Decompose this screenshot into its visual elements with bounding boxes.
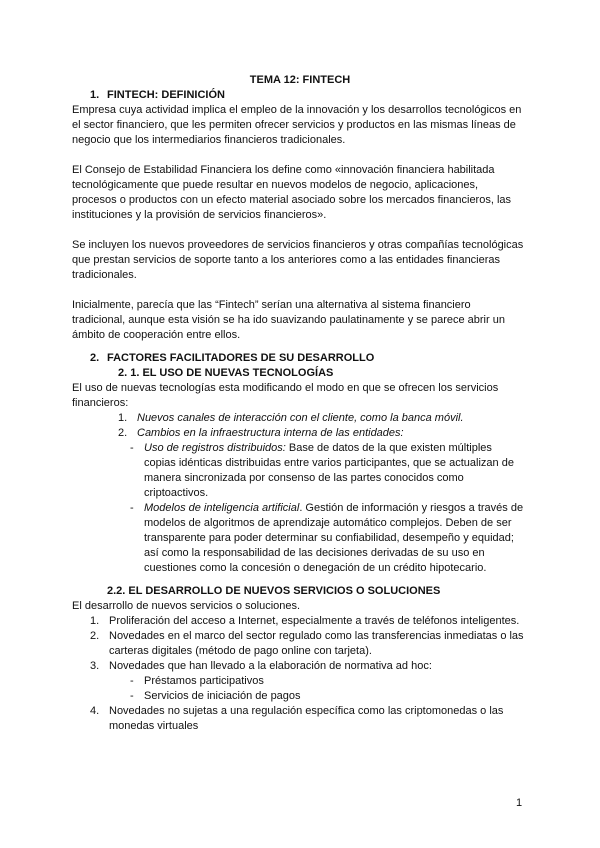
bullet-text: Base de datos de la que existen múltiples [285, 442, 492, 454]
bullet-dash: - [130, 502, 134, 514]
page-number: 1 [516, 797, 523, 809]
text-line: Empresa cuya actividad implica el empleo de la innovación y los desarrollos tecnológicos en [72, 104, 522, 116]
sublist-item: Servicios de iniciación de pagos [144, 690, 301, 702]
section-1-number: 1. [90, 89, 100, 101]
paragraph-consejo [72, 163, 532, 223]
bullet-lead: Modelos de inteligencia artificial [144, 502, 300, 514]
bullet-lead: Uso de registros distribuidos: [144, 442, 286, 454]
text-line: financieros: [72, 397, 129, 409]
subsection-2-2-heading: 2.2. EL DESARROLLO DE NUEVOS SERVICIOS O SOLUCIONES [107, 585, 441, 597]
text-line: monedas virtuales [109, 720, 199, 732]
text-line: copias idénticas distribuidas entre varios participantes, que se actualizan de [144, 457, 514, 469]
text-line: modelos de algoritmos de aprendizaje automático complejos. Deben de ser [144, 517, 512, 529]
list-item-number: 3. [90, 660, 100, 672]
list-item-number: 2. [90, 630, 100, 642]
list-item [109, 614, 539, 629]
list-item-text: Cambios en la infraestructura interna de las entidades: [137, 427, 404, 439]
list-item [109, 704, 539, 734]
text-line: criptoactivos. [144, 487, 209, 499]
text-line: transparente para poder determinar su confiabilidad, desempeño y equidad; [144, 532, 514, 544]
paragraph-inicialmente [72, 298, 532, 343]
text-line: El Consejo de Estabilidad Financiera los define como «innovación financiera habilitada [72, 164, 495, 176]
text-line: manera sincronizada por consenso de las partes conocidos como [144, 472, 464, 484]
paragraph-nuevas-tecnologias [72, 381, 532, 411]
text-line: así como la responsabilidad de las decisiones derivadas de su uso en [144, 547, 485, 559]
paragraph-proveedores [72, 238, 532, 283]
paragraph-definition [72, 103, 532, 148]
list-item [109, 659, 539, 674]
text-line: tradicionales. [72, 269, 137, 281]
text-line: negocio que los intermediarios financieros tradicionales. [72, 134, 346, 146]
list-item-text: Nuevos canales de interacción con el cliente, como la banca móvil. [137, 412, 464, 424]
text-line: Proliferación del acceso a Internet, especialmente a través de teléfonos inteligentes. [109, 615, 520, 627]
list-item-number: 1. [118, 412, 128, 424]
text-line: procesos o productos con un efecto material asociado sobre los mercados financieros, las [72, 194, 512, 206]
sublist-item: Préstamos participativos [144, 675, 264, 687]
list-item-number: 4. [90, 705, 100, 717]
text-line: Se incluyen los nuevos proveedores de servicios financieros y otras compañías tecnológicas [72, 239, 524, 251]
list-item-number: 1. [90, 615, 100, 627]
subsection-2-1-heading: 2. 1. EL USO DE NUEVAS TECNOLOGÍAS [118, 367, 334, 379]
list-item [137, 426, 404, 441]
text-line: que prestan servicios de soporte tanto a los anteriores como a las entidades financieras [72, 254, 501, 266]
text-line: ámbito de cooperación entre ellos. [72, 329, 241, 341]
text-line: Novedades no sujetas a una regulación específica como las criptomonedas o las [109, 705, 504, 717]
bullet-inteligencia-artificial [144, 501, 544, 576]
text-line: cuestiones como la concesión o denegación de un crédito hipotecario. [144, 562, 487, 574]
list-item-number: 2. [118, 427, 128, 439]
section-1-heading: FINTECH: DEFINICIÓN [107, 89, 225, 101]
bullet-dash: - [130, 442, 134, 454]
text-line [144, 501, 544, 516]
list-item [137, 411, 464, 426]
section-2-number: 2. [90, 352, 100, 364]
bullet-registros-distribuidos [144, 441, 544, 501]
bullet-dash: - [130, 675, 134, 687]
bullet-dash: - [130, 690, 134, 702]
text-line: Inicialmente, parecía que las “Fintech” serían una alternativa al sistema financiero [72, 299, 471, 311]
paragraph-nuevos-servicios: El desarrollo de nuevos servicios o soluciones. [72, 600, 301, 612]
text-line: Novedades que han llevado a la elaboración de normativa ad hoc: [109, 660, 432, 672]
text-line: el sector financiero, que les permiten ofrecer servicios y productos en las mismas líneas de [72, 119, 516, 131]
text-line: Novedades en el marco del sector regulado como las transferencias inmediatas o las [109, 630, 524, 642]
section-2-heading: FACTORES FACILITADORES DE SU DESARROLLO [107, 352, 375, 364]
text-line: carteras digitales (método de pago online con tarjeta). [109, 645, 372, 657]
bullet-text: . Gestión de información y riesgos a través de [299, 502, 524, 514]
list-item [109, 629, 539, 659]
text-line: instituciones y la provisión de servicios financieros». [72, 209, 327, 221]
text-line: tecnológicamente que puede resultar en nuevos modelos de negocio, aplicaciones, [72, 179, 479, 191]
text-line: tradicional, aunque esta visión se ha ido suavizando paulatinamente y se parece abrir un [72, 314, 505, 326]
text-line: El uso de nuevas tecnologías esta modificando el modo en que se ofrecen los servicios [72, 382, 499, 394]
page-title: TEMA 12: FINTECH [249, 74, 351, 86]
text-line [144, 441, 544, 456]
